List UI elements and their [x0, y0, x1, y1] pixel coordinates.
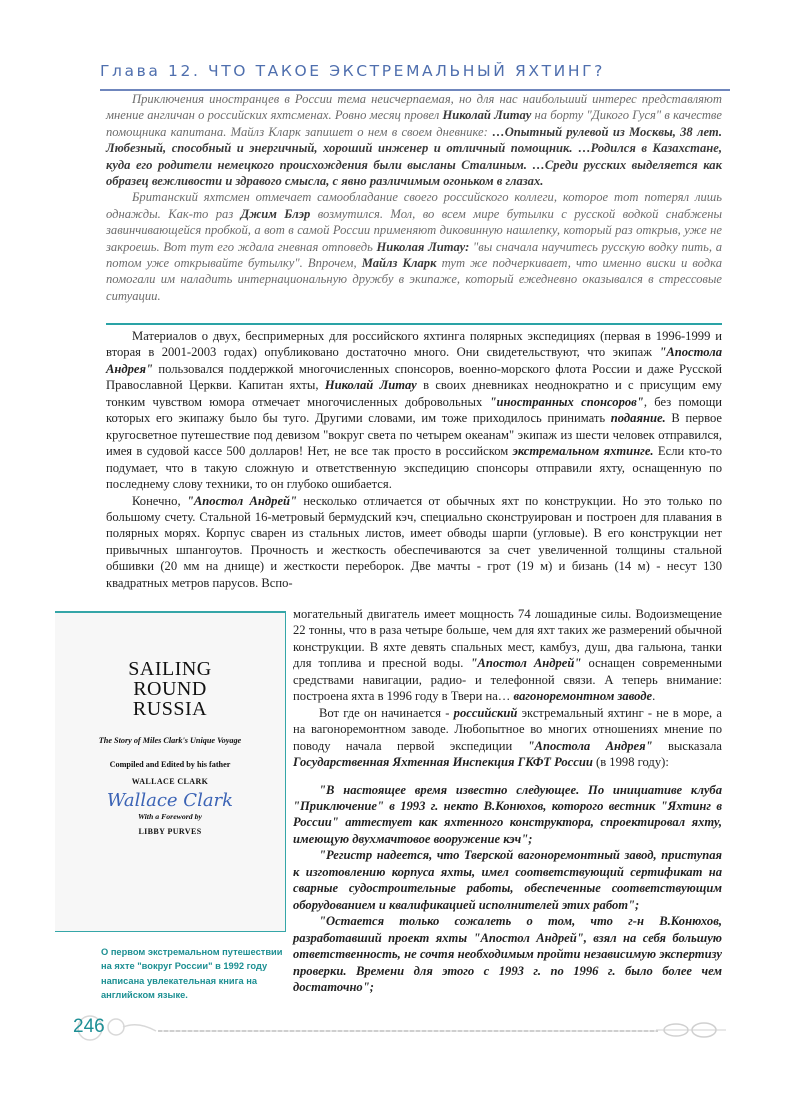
emphasis: "Апостол Андрей"	[186, 493, 298, 508]
inspection-quote	[293, 782, 722, 996]
text: возмутился. Мол, во всем мире бутылки с русской водкой снабжены завинчивающейся пробкой, а вот в самой России применяют диковинную нашлепку, который раз открыв, уже не закроешь. Вот тут его ждала гневная отповедь	[106, 206, 722, 254]
quote-paragraph: "Регистр надеется, что Тверской вагоноремонтный завод, приступая к изготовлению корпуса яхты, имел соответствующий сертификат на сварные судостроительные работы, обеспеченные соответствующим оборудованием и квалификацией исполнителей этих работ";	[293, 848, 722, 912]
page-number: 246	[73, 1016, 105, 1037]
name-emphasis: Майлз Кларк	[361, 256, 437, 271]
body-paragraph-3	[293, 705, 722, 771]
chapter-title: Глава 12. ЧТО ТАКОЕ ЭКСТРЕМАЛЬНЫЙ ЯХТИНГ?	[100, 62, 605, 80]
name-emphasis: Джим Блэр	[240, 206, 311, 221]
text: в своих дневниках неоднократно и с присущим ему тонким чувством юмора отмечает многочисленных добровольных	[106, 378, 722, 409]
book-title	[55, 659, 285, 719]
book-title-line: RUSSIA	[132, 698, 208, 720]
text: тут же подчеркивает, что именно виски и водка помогали им наладить интернациональную дружбу в экипаже, который ежедневно оказывался в стрессовые ситуации.	[106, 256, 723, 303]
emphasis: Государственная Яхтенная Инспекция ГКФТ России	[293, 755, 593, 770]
quote-paragraph: "Остается только сожалеть о том, что г-н В.Конюхов, разработавший проект яхты "Апостол Андрей", взял на себя большую ответственность, не сочтя необходимым пройти независимую экспертизу проверки. Времени для этого с 1993 г. по 1996 г. было более чем достаточно";	[293, 914, 722, 994]
emphasis: "Апостол Андрей"	[470, 656, 582, 671]
body-paragraph-1	[106, 328, 722, 493]
author-signature: Wallace Clark	[106, 790, 234, 811]
emphasis: экстремальном яхтинге.	[512, 444, 654, 459]
text: пользовался поддержкой многочисленных спонсоров, военно-морского флота России и даже Русской Православной Церкви. Капитан яхты,	[106, 361, 722, 393]
emphasis: российский	[453, 705, 518, 720]
emphasis: подаяние.	[610, 411, 666, 426]
text: на борту "Дикого Гуся" в качестве помощника капитана. Майлз Кларк запишет о нем в своем дневнике:	[106, 108, 722, 139]
emphasis: "Апостола Андрея"	[106, 345, 722, 376]
text: "вы сначала научитесь русскую водку пить, а потом уже открывайте бутылку". Впрочем,	[106, 239, 722, 271]
text: Конечно,	[132, 493, 187, 508]
book-cover-image	[55, 611, 286, 932]
book-foreword-author: LIBBY PURVES	[138, 827, 202, 836]
emphasis: "Апостола Андрея"	[527, 738, 653, 753]
body-text	[106, 328, 722, 591]
body-paragraph-2-cont	[293, 606, 722, 705]
diary-quote: …Опытный рулевой из Москвы, 38 лет. Любезный, способный и энергичный, хороший инженер и отличный помощник. …Родился в Казахстане, куда его родители немецкого происхождения были высланы Сталиным. …Среди русских выделяется как образец вежливости и здравого смысла, с явно различимым огоньком в глазах.	[106, 124, 722, 189]
body-text-narrow-column	[293, 606, 722, 995]
text: могательный двигатель имеет мощность 74 лошадиные силы. Водоизмещение 22 тонны, что в раза четыре больше, чем для яхт таких же размерений обычной конструкции. В яхте девять спальных мест, камбуз, душ, два гальюна, танки для топлива и пресной воды.	[293, 607, 722, 671]
book-title-line: ROUND	[133, 678, 207, 700]
text: Вот где он начинается -	[319, 705, 454, 720]
text: В первое кругосветное путешествие под девизом "вокруг света по четырем океанам" экипаж из шести человек отправился, имея в судовой кассе 500 долларов! Нет, не все так просто в российском	[106, 411, 722, 459]
emphasis: вагоноремонтном заводе	[513, 689, 653, 704]
book-compiled-by: Compiled and Edited by his father	[109, 760, 231, 769]
text: Приключения иностранцев в России тема неисчерпаемая, но для нас наибольший интерес представляют мнение англичан о российских яхтсменах. Ровно месяц провел	[106, 92, 722, 123]
book-foreword-label: With a Foreword by	[137, 812, 203, 821]
body-paragraph-2	[106, 493, 722, 592]
text: .	[652, 689, 656, 704]
text: Если кто-то подумает, что в такую сложную и ответственную экспедицию спонсоры отправили яхту, оснащенную по последнему слову техники, то он глубоко ошибается.	[106, 444, 722, 492]
running-header	[100, 62, 730, 91]
emphasis: "иностранных спонсоров"	[489, 394, 644, 409]
intro-divider	[106, 323, 722, 325]
rope-divider	[158, 1030, 658, 1032]
name-emphasis: Николая Литау:	[376, 239, 470, 254]
text: высказала	[652, 738, 723, 753]
text: (в 1998 году):	[592, 755, 669, 770]
intro-paragraph-1	[106, 91, 722, 189]
emphasis: Николай Литау	[324, 378, 417, 393]
figure-caption: О первом экстремальном путешествии на яхте "вокруг России" в 1992 году написана увлекательная книга на английском языке.	[101, 947, 283, 1000]
text: оснащен современными средствами навигации, радио- и телефонной связи. А теперь внимание: построена яхта в 1996 году в Твери на…	[293, 656, 723, 704]
page-footer	[58, 1013, 738, 1043]
text: , без помощи которых его экипажу было бы туго. Другими словами, им тоже приходилось принимать	[106, 394, 723, 426]
name-emphasis: Николай Литау	[442, 108, 532, 123]
book-title-line: SAILING	[128, 658, 212, 680]
text: Британский яхтсмен отмечает самообладание своего российского коллеги, которое тот потерял лишь однажды. Как-то раз	[106, 190, 722, 221]
book-author: WALLACE CLARK	[131, 777, 209, 786]
intro-paragraph-2	[106, 189, 722, 304]
book-subtitle: The Story of Miles Clark's Unique Voyage	[98, 736, 242, 745]
intro-sidebar-text	[106, 91, 722, 304]
text: Материалов о двух, беспримерных для российского яхтинга полярных экспедициях (первая в 1996-1999 и вторая в 2001-2003 годах) опубликовано достаточно много. Они свидетельствуют, что экипаж	[106, 329, 722, 360]
quote-paragraph: "В настоящее время известно следующее. По инициативе клуба "Приключение" в 1993 г. некто В.Конюхов, которого вестник "Яхтинг в России" аттестует как яхтенного конструктора, спроектировал яхту, имеющую двухмачтовое вооружение кэч";	[293, 782, 722, 846]
text: несколько отличается от обычных яхт по конструкции. Но это только по большому счету. Стальной 16-метровый бермудский кэч, специально сконструирован и построен для плавания в полярных морях. Корпус сварен из стальных листов, имеет обводы шарпи (угловые). В его конструкции нет привычных шпангоутов. Прочность и жесткость обеспечиваются за счет увеличенной толщины стальной обшивки (20 мм на днище) и жесткости переборок. Две мачты - грот (19 м) и бизань (14 м) - несут 130 квадратных метров парусов. Вспо-	[106, 493, 722, 590]
knot-right-icon	[656, 1017, 736, 1047]
text: экстремальный яхтинг - не в море, а на вагоноремонтном заводе. Любопытное во многих отношениях мнение по поводу начала первой экспедиции	[293, 705, 722, 753]
